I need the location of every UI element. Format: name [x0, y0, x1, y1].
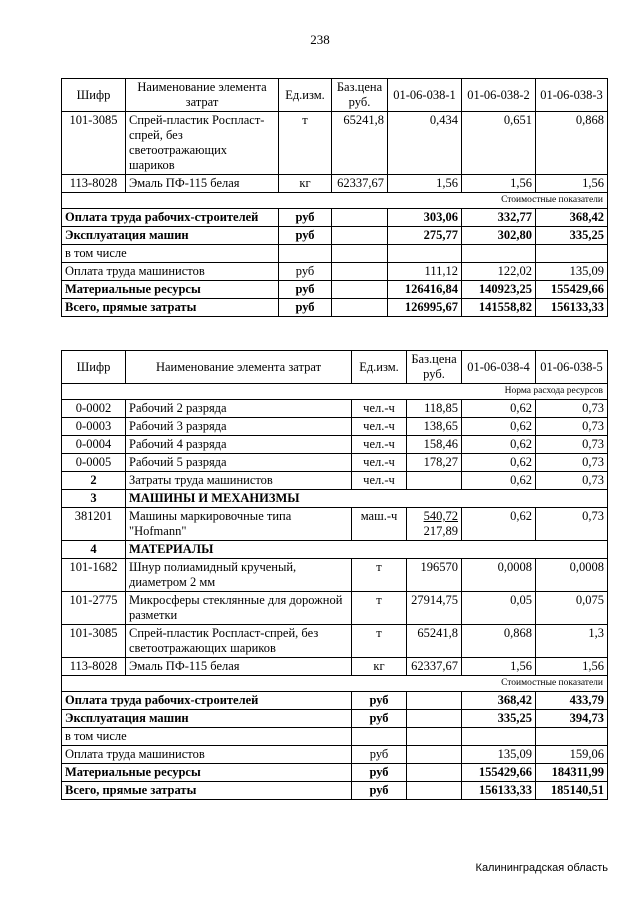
table-cell: 184311,99 — [536, 764, 608, 782]
table-cell: 155429,66 — [536, 281, 608, 299]
table-cell: 0,075 — [536, 592, 608, 625]
cost-table-1 — [61, 78, 608, 317]
table-cell: 0,0008 — [536, 559, 608, 592]
table-cell: 101-3085 — [62, 625, 126, 658]
summary-row — [62, 746, 608, 764]
table-cell: руб — [279, 209, 332, 227]
table-cell: 332,77 — [462, 209, 536, 227]
table-cell: 302,80 — [462, 227, 536, 245]
section-row — [62, 384, 608, 400]
table-cell: 1,56 — [536, 175, 608, 193]
table-cell — [407, 692, 462, 710]
column-header: 01-06-038-3 — [536, 79, 608, 112]
table-cell: 65241,8 — [407, 625, 462, 658]
table-cell — [279, 245, 332, 263]
table-cell: 140923,25 — [462, 281, 536, 299]
table-cell: 65241,8 — [332, 112, 388, 175]
table-cell: 0,651 — [462, 112, 536, 175]
table-cell: 156133,33 — [462, 782, 536, 800]
table-cell: 0-0005 — [62, 454, 126, 472]
table-cell — [407, 746, 462, 764]
table-cell: Материальные ресурсы — [62, 281, 279, 299]
summary-row — [62, 782, 608, 800]
table-cell — [407, 764, 462, 782]
table-cell: 335,25 — [462, 710, 536, 728]
table-cell — [407, 472, 462, 490]
table-cell: 0,73 — [536, 454, 608, 472]
table-cell: 0,73 — [536, 472, 608, 490]
section-row — [62, 676, 608, 692]
table-cell: Эксплуатация машин — [62, 710, 352, 728]
table-cell: 158,46 — [407, 436, 462, 454]
price-value: 217,89 — [423, 524, 458, 538]
column-header: Шифр — [62, 79, 126, 112]
table-cell: Рабочий 2 разряда — [126, 400, 352, 418]
table-cell — [332, 245, 388, 263]
summary-row — [62, 227, 608, 245]
page-number: 238 — [310, 32, 330, 47]
column-header: Ед.изм. — [352, 351, 407, 384]
table-cell: маш.-ч — [352, 508, 407, 541]
table-cell: Рабочий 5 разряда — [126, 454, 352, 472]
table-cell: руб — [279, 227, 332, 245]
table-cell: 0,73 — [536, 436, 608, 454]
table-cell: руб — [352, 782, 407, 800]
table-cell: 156133,33 — [536, 299, 608, 317]
table-cell: 0,434 — [388, 112, 462, 175]
table-cell: 159,06 — [536, 746, 608, 764]
column-header: Баз.цена руб. — [407, 351, 462, 384]
table-cell: 113-8028 — [62, 175, 126, 193]
column-header: 01-06-038-2 — [462, 79, 536, 112]
summary-row — [62, 764, 608, 782]
table-cell: 62337,67 — [407, 658, 462, 676]
summary-row — [62, 299, 608, 317]
table-cell: 138,65 — [407, 418, 462, 436]
table-cell: МАТЕРИАЛЫ — [126, 541, 608, 559]
table-cell: 0,73 — [536, 400, 608, 418]
table-cell — [536, 728, 608, 746]
table-cell — [332, 281, 388, 299]
table-cell: 126995,67 — [388, 299, 462, 317]
table-cell: чел.-ч — [352, 418, 407, 436]
section-row — [62, 193, 608, 209]
table-cell: 0,0008 — [462, 559, 536, 592]
table-cell: 113-8028 — [62, 658, 126, 676]
table-row — [62, 559, 608, 592]
table-cell: в том числе — [62, 728, 352, 746]
table-cell: 394,73 — [536, 710, 608, 728]
section-label: Стоимостные показатели — [62, 193, 608, 209]
table-cell: 135,09 — [536, 263, 608, 281]
table-cell: 0,62 — [462, 418, 536, 436]
region-footer: Калининградская область — [475, 862, 608, 874]
table-cell: 122,02 — [462, 263, 536, 281]
table-cell: руб — [279, 281, 332, 299]
table-cell: 303,06 — [388, 209, 462, 227]
table-cell: 101-2775 — [62, 592, 126, 625]
table-cell: 0,62 — [462, 508, 536, 541]
section-label: Стоимостные показатели — [62, 676, 608, 692]
table-cell: 368,42 — [462, 692, 536, 710]
table-cell: чел.-ч — [352, 400, 407, 418]
table-cell — [388, 245, 462, 263]
summary-row — [62, 281, 608, 299]
group-header-row — [62, 541, 608, 559]
table-cell: руб — [352, 746, 407, 764]
table-cell: 62337,67 — [332, 175, 388, 193]
table-cell: 0,62 — [462, 400, 536, 418]
table-cell: Спрей-пластик Роспласт-спрей, без светоотражающих шариков — [126, 112, 279, 175]
table-cell: 178,27 — [407, 454, 462, 472]
table-cell: 1,3 — [536, 625, 608, 658]
table-row — [62, 418, 608, 436]
table-cell: Оплата труда рабочих-строителей — [62, 209, 279, 227]
table-cell: 135,09 — [462, 746, 536, 764]
table-cell: Микросферы стеклянные для дорожной разметки — [126, 592, 352, 625]
table-cell — [332, 209, 388, 227]
table-row — [62, 508, 608, 541]
table-cell: Оплата труда рабочих-строителей — [62, 692, 352, 710]
table-row — [62, 400, 608, 418]
table-cell: 1,56 — [388, 175, 462, 193]
column-header: Ед.изм. — [279, 79, 332, 112]
table-cell: руб — [352, 710, 407, 728]
table-cell — [332, 263, 388, 281]
table-cell: 0,62 — [462, 472, 536, 490]
table-row — [62, 592, 608, 625]
table-row — [62, 454, 608, 472]
table-cell: 0-0003 — [62, 418, 126, 436]
table-cell: 141558,82 — [462, 299, 536, 317]
table-cell: 433,79 — [536, 692, 608, 710]
table-cell: Спрей-пластик Роспласт-спрей, без светоотражающих шариков — [126, 625, 352, 658]
table-cell: Всего, прямые затраты — [62, 782, 352, 800]
table-cell: т — [279, 112, 332, 175]
table-cell: Затраты труда машинистов — [126, 472, 352, 490]
column-header: Наименование элемента затрат — [126, 351, 352, 384]
table-cell: 381201 — [62, 508, 126, 541]
table-cell: 2 — [62, 472, 126, 490]
table-cell: 0,868 — [462, 625, 536, 658]
price-value: 540,72 — [423, 509, 458, 523]
table-cell: кг — [352, 658, 407, 676]
table-cell: 1,56 — [462, 658, 536, 676]
table-cell — [332, 299, 388, 317]
column-header: Баз.цена руб. — [332, 79, 388, 112]
table-cell: 335,25 — [536, 227, 608, 245]
table-cell — [462, 245, 536, 263]
table-cell: 3 — [62, 490, 126, 508]
table-cell: чел.-ч — [352, 472, 407, 490]
table-cell: 1,56 — [536, 658, 608, 676]
table-row — [62, 658, 608, 676]
table-row — [62, 625, 608, 658]
table-cell — [407, 782, 462, 800]
table-cell: т — [352, 625, 407, 658]
column-header: 01-06-038-4 — [462, 351, 536, 384]
table-cell: 126416,84 — [388, 281, 462, 299]
table-row — [62, 472, 608, 490]
summary-row — [62, 692, 608, 710]
table-cell: Всего, прямые затраты — [62, 299, 279, 317]
table-cell: т — [352, 592, 407, 625]
table-cell — [462, 728, 536, 746]
column-header: 01-06-038-1 — [388, 79, 462, 112]
table-cell — [536, 245, 608, 263]
table-cell — [407, 710, 462, 728]
table-row — [62, 175, 608, 193]
table-cell: руб — [352, 692, 407, 710]
table-cell — [407, 728, 462, 746]
summary-row — [62, 209, 608, 227]
table-cell: 0-0004 — [62, 436, 126, 454]
table-cell: 196570 — [407, 559, 462, 592]
table-cell: МАШИНЫ И МЕХАНИЗМЫ — [126, 490, 608, 508]
column-header: Шифр — [62, 351, 126, 384]
table-cell: 27914,75 — [407, 592, 462, 625]
table-cell: 155429,66 — [462, 764, 536, 782]
column-header: 01-06-038-5 — [536, 351, 608, 384]
table-cell: Оплата труда машинистов — [62, 746, 352, 764]
price-cell — [407, 508, 462, 541]
table-cell: 0,73 — [536, 418, 608, 436]
table-cell: Эмаль ПФ-115 белая — [126, 658, 352, 676]
table-cell: Оплата труда машинистов — [62, 263, 279, 281]
table-row — [62, 112, 608, 175]
group-header-row — [62, 490, 608, 508]
table-cell: чел.-ч — [352, 436, 407, 454]
table-cell: т — [352, 559, 407, 592]
column-header: Наименование элемента затрат — [126, 79, 279, 112]
table-cell: 118,85 — [407, 400, 462, 418]
table-cell: 0-0002 — [62, 400, 126, 418]
section-label: Норма расхода ресурсов — [62, 384, 608, 400]
table-cell: 275,77 — [388, 227, 462, 245]
table-cell: 0,73 — [536, 508, 608, 541]
table-cell: 0,62 — [462, 436, 536, 454]
table-cell — [352, 728, 407, 746]
table-cell: Шнур полиамидный крученый, диаметром 2 мм — [126, 559, 352, 592]
table-cell: руб — [279, 299, 332, 317]
table-cell: 0,05 — [462, 592, 536, 625]
table-cell: кг — [279, 175, 332, 193]
table-cell: 111,12 — [388, 263, 462, 281]
cost-table-2 — [61, 350, 608, 800]
summary-row — [62, 728, 608, 746]
table-cell: Рабочий 3 разряда — [126, 418, 352, 436]
table-cell: 101-3085 — [62, 112, 126, 175]
table-cell: руб — [352, 764, 407, 782]
table-cell: чел.-ч — [352, 454, 407, 472]
table-cell: 1,56 — [462, 175, 536, 193]
table-cell: 4 — [62, 541, 126, 559]
summary-row — [62, 263, 608, 281]
table-row — [62, 436, 608, 454]
table-cell: 0,868 — [536, 112, 608, 175]
table-cell: руб — [279, 263, 332, 281]
table-cell — [332, 227, 388, 245]
table-cell: Эксплуатация машин — [62, 227, 279, 245]
table-cell: Машины маркировочные типа "Hofmann" — [126, 508, 352, 541]
table-cell: Эмаль ПФ-115 белая — [126, 175, 279, 193]
table-cell: в том числе — [62, 245, 279, 263]
table-cell: Материальные ресурсы — [62, 764, 352, 782]
table-cell: 101-1682 — [62, 559, 126, 592]
table-cell: 0,62 — [462, 454, 536, 472]
table-cell: Рабочий 4 разряда — [126, 436, 352, 454]
table-cell: 368,42 — [536, 209, 608, 227]
summary-row — [62, 710, 608, 728]
summary-row — [62, 245, 608, 263]
table-cell: 185140,51 — [536, 782, 608, 800]
